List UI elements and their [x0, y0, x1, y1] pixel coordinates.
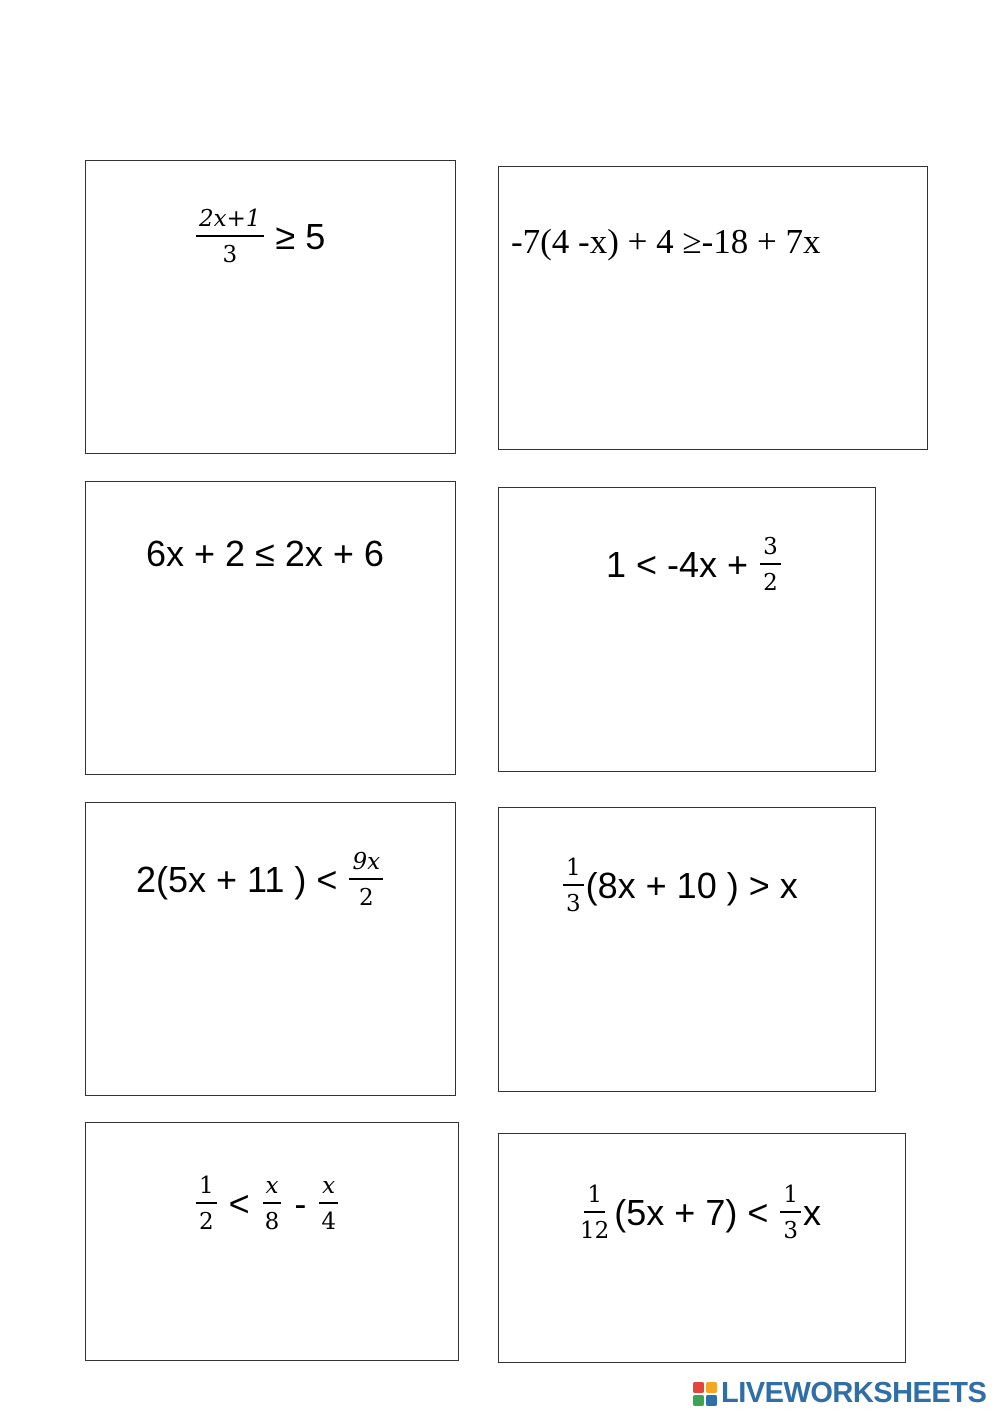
inequality-6	[561, 855, 798, 918]
numerator: 2x+1	[196, 206, 264, 237]
brand-name: LIVEWORKSHEETS	[721, 1377, 987, 1409]
numerator: 1	[196, 1173, 217, 1204]
inequality-text: (8x + 10 ) > x	[585, 865, 798, 907]
numerator: x	[263, 1173, 282, 1204]
denominator: 3	[222, 242, 238, 269]
inequality-text: (5x + 7) <	[614, 1192, 779, 1234]
inequality-7	[194, 1173, 341, 1236]
inequality-text: x	[803, 1192, 821, 1234]
inequality-text: 1 < -4x +	[606, 544, 759, 586]
exercise-card-5	[85, 802, 456, 1096]
fraction	[318, 1173, 339, 1236]
numerator: 1	[780, 1182, 801, 1213]
operator: <	[218, 1183, 260, 1225]
inequality-1	[194, 206, 325, 269]
denominator: 3	[566, 891, 581, 918]
inequality-5	[136, 849, 385, 912]
inequality-text: ≥ 5	[265, 216, 326, 258]
exercise-card-7	[85, 1122, 459, 1361]
exercise-card-1	[85, 160, 456, 454]
denominator: 2	[358, 885, 374, 912]
numerator: 1	[584, 1182, 605, 1213]
denominator: 4	[321, 1209, 336, 1236]
liveworksheets-brand	[692, 1377, 986, 1410]
numerator: 3	[760, 534, 781, 565]
liveworksheets-logo-icon	[692, 1381, 718, 1407]
exercise-card-6	[498, 807, 876, 1092]
exercise-card-3	[85, 481, 456, 775]
fraction	[780, 1182, 801, 1245]
numerator: 1	[563, 855, 584, 886]
fraction	[196, 1173, 217, 1236]
inequality-text: 6x + 2 ≤ 2x + 6	[146, 533, 384, 574]
numerator: x	[319, 1173, 338, 1204]
denominator: 2	[199, 1209, 214, 1236]
exercise-card-8	[498, 1133, 906, 1363]
inequality-text: -7(4 -x) + 4 ≥-18 + 7x	[511, 222, 821, 261]
fraction	[196, 206, 264, 269]
fraction	[349, 849, 383, 912]
numerator: 9x	[349, 849, 383, 880]
exercise-card-4	[498, 487, 876, 772]
denominator: 2	[763, 570, 778, 597]
inequality-2	[511, 224, 820, 259]
fraction	[577, 1182, 612, 1245]
inequality-3	[146, 533, 384, 574]
operator: -	[284, 1183, 317, 1225]
exercise-card-2	[498, 166, 928, 450]
denominator: 8	[264, 1209, 280, 1236]
inequality-text: 2(5x + 11 ) <	[136, 859, 348, 901]
denominator: 3	[783, 1218, 798, 1245]
fraction	[262, 1173, 283, 1236]
denominator: 12	[580, 1218, 610, 1245]
inequality-4	[606, 534, 783, 597]
inequality-8	[575, 1182, 821, 1245]
fraction	[760, 534, 781, 597]
fraction	[563, 855, 584, 918]
